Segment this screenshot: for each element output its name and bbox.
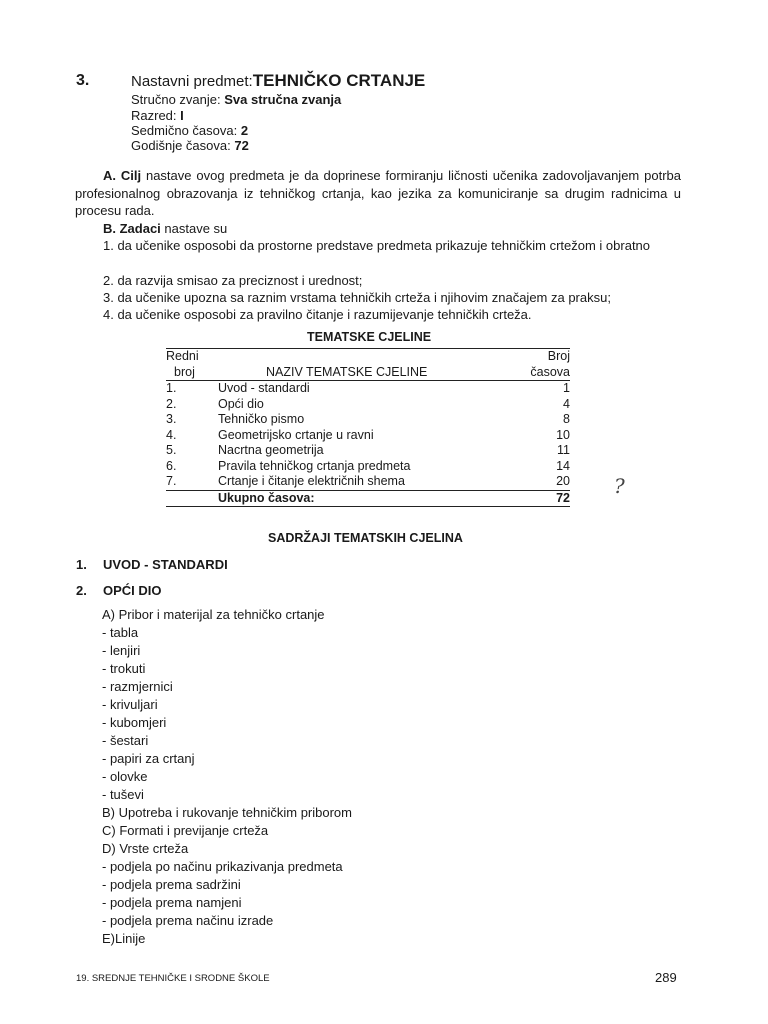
row-hours: 8	[563, 412, 570, 426]
section-number: 3.	[76, 72, 90, 89]
field-value: 72	[234, 138, 249, 153]
contents-list	[102, 606, 352, 948]
row-number: 4.	[166, 427, 177, 442]
row-name: Pravila tehničkog crtanja predmeta	[218, 458, 411, 473]
field-row	[131, 91, 341, 108]
field-row	[131, 137, 249, 154]
header-cell: broj	[166, 365, 218, 381]
field-label: Razred:	[131, 108, 181, 123]
list-item: - trokuti	[102, 661, 146, 676]
header-cell: Redni	[166, 349, 218, 365]
total-label: Ukupno časova:	[218, 490, 500, 507]
subject-prefix: Nastavni predmet:	[131, 73, 253, 90]
row-name: Tehničko pismo	[218, 412, 305, 426]
subject-name: TEHNIČKO CRTANJE	[252, 71, 426, 90]
table-header-row	[166, 365, 570, 381]
row-number: 5.	[166, 443, 177, 457]
section-2-title: OPĆI DIO	[103, 583, 162, 598]
list-item: - kubomjeri	[102, 715, 167, 730]
row-name: Opći dio	[218, 396, 264, 411]
table-row	[166, 474, 570, 490]
total-empty-cell	[166, 490, 218, 507]
goal-text: nastave ovog predmeta je da doprinese formiranju ličnosti učenika zadovoljavanjem potrba profesionalnog obrazovanja iz tehničkog crtanja, kao jezika za komuniciranje sa drugim radnicima u procesu rada.	[75, 168, 681, 218]
list-item: E)Linije	[102, 931, 146, 946]
field-value: 2	[240, 123, 249, 138]
header-cell: NAZIV TEMATSKE CJELINE	[218, 365, 500, 381]
row-hours: 14	[556, 458, 570, 473]
list-item: - podjela prema namjeni	[102, 895, 242, 910]
list-item: A) Pribor i materijal za tehničko crtanje	[102, 607, 325, 622]
task-item: 2. da razvija smisao za preciznost i urednost;	[103, 273, 363, 288]
task-item: 1. da učenike osposobi da prostorne predstave predmeta prikazuje tehničkim crtežom i obratno	[103, 238, 651, 253]
page-number: 289	[655, 970, 677, 985]
list-item: - lenjiri	[102, 643, 141, 658]
tasks-intro: nastave su	[160, 221, 228, 236]
list-item: - krivuljari	[102, 697, 158, 712]
table-row	[166, 459, 570, 475]
list-item: - papiri za crtanj	[102, 751, 195, 766]
header-cell	[218, 349, 500, 365]
handwritten-question-mark: ?	[614, 474, 625, 498]
contents-title: SADRŽAJI TEMATSKIH CJELINA	[268, 531, 463, 545]
table-row	[166, 428, 570, 444]
tasks-heading	[103, 220, 227, 237]
header-cell: časova	[500, 365, 570, 381]
row-hours: 10	[556, 427, 570, 442]
row-name: Uvod - standardi	[218, 381, 310, 395]
list-item: D) Vrste crteža	[102, 841, 189, 856]
list-item: - podjela prema načinu izrade	[102, 913, 274, 928]
table-row	[166, 443, 570, 459]
task-item: 4. da učenike osposobi za pravilno čitanje i razumijevanje tehničkih crteža.	[103, 307, 532, 322]
table-row	[166, 381, 570, 397]
row-number: 7.	[166, 474, 218, 490]
goal-label: A. Cilj	[103, 168, 142, 183]
row-name: Geometrijsko crtanje u ravni	[218, 427, 374, 442]
field-label: Sedmično časova:	[131, 123, 241, 138]
row-hours: 4	[563, 396, 570, 411]
row-hours: 1	[563, 381, 570, 395]
section-2-number: 2.	[76, 583, 87, 598]
field-label: Stručno zvanje:	[131, 92, 225, 107]
list-item: - podjela po načinu prikazivanja predmeta	[102, 859, 343, 874]
list-item: - šestari	[102, 733, 149, 748]
table-row	[166, 412, 570, 428]
total-value: 72	[500, 490, 570, 507]
field-label: Godišnje časova:	[131, 138, 235, 153]
table-header-row	[166, 349, 570, 365]
list-item: B) Upotreba i rukovanje tehničkim priborom	[102, 805, 352, 820]
list-item: - tabla	[102, 625, 139, 640]
row-number: 6.	[166, 458, 177, 473]
row-hours: 20	[500, 474, 570, 490]
list-item: - tuševi	[102, 787, 144, 802]
list-item: - razmjernici	[102, 679, 173, 694]
row-name: Nacrtna geometrija	[218, 443, 324, 457]
topics-table	[166, 348, 570, 507]
list-item: C) Formati i previjanje crteža	[102, 823, 269, 838]
list-item: - olovke	[102, 769, 148, 784]
section-1-title: UVOD - STANDARDI	[103, 557, 228, 572]
goal-paragraph	[75, 167, 681, 220]
row-hours: 11	[557, 443, 570, 457]
footer-text: 19. SREDNJE TEHNIČKE I SRODNE ŠKOLE	[76, 973, 270, 984]
task-item: 3. da učenike upozna sa raznim vrstama tehničkih crteža i njihovim značajem za praksu;	[103, 290, 611, 305]
table-title: TEMATSKE CJELINE	[307, 330, 432, 344]
row-number: 2.	[166, 396, 177, 411]
field-value: I	[180, 108, 184, 123]
row-number: 3.	[166, 412, 177, 426]
row-name: Crtanje i čitanje električnih shema	[218, 474, 500, 490]
tasks-label: B. Zadaci	[103, 221, 161, 236]
table-row	[166, 397, 570, 413]
list-item: - podjela prema sadržini	[102, 877, 241, 892]
subject-line	[131, 71, 425, 91]
header-cell: Broj	[500, 349, 570, 365]
field-value: Sva stručna zvanja	[224, 92, 342, 107]
row-number: 1.	[166, 381, 177, 395]
table-total-row	[166, 490, 570, 507]
section-1-number: 1.	[76, 557, 87, 572]
